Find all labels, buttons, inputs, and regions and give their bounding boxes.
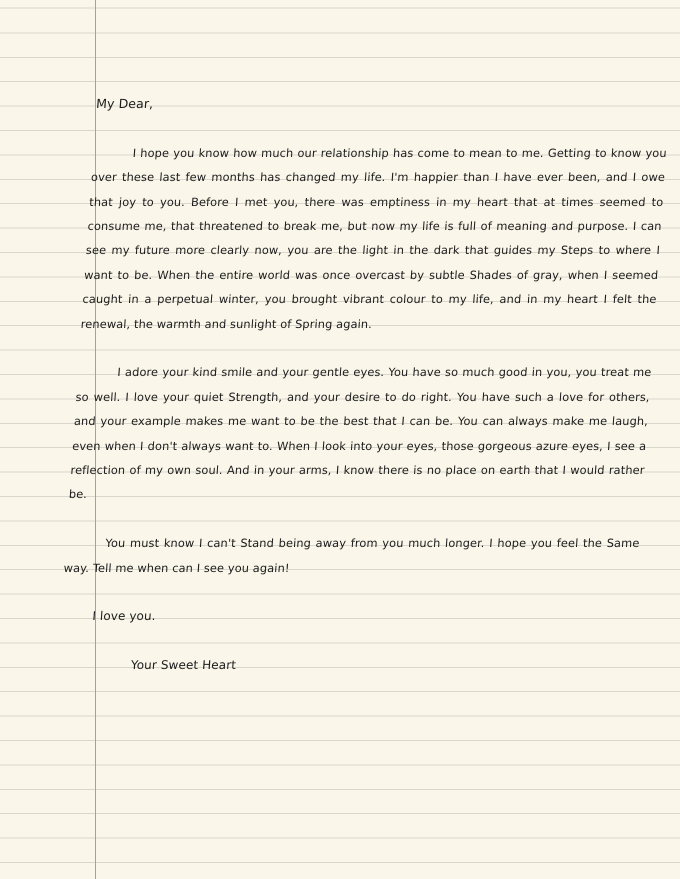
letter-closing: I love you.	[91, 609, 157, 624]
handwritten-letter	[56, 92, 671, 678]
line-gap	[78, 336, 654, 360]
line-gap	[66, 507, 642, 531]
letter-paragraph-2: I adore your kind smile and your gentle eyes. You have so much good in you, you treat me so well. I love your quiet Strength, and your desire to do right. You have such a love for others, and your example makes me want to be the best that I can be. You can always make me laugh, even when I don't always want to. When I look into your eyes, those gorgeous azure eyes, I see a reflection of my own soul. And in your arms, I know there is no place on earth that I would rather be.	[68, 365, 652, 502]
letter-greeting: My Dear,	[95, 96, 154, 111]
line-gap	[58, 629, 634, 653]
letter-paragraph-3: You must know I can't Stand being away from you much longer. I hope you feel the Same way. Tell me when can I see you again!	[63, 536, 640, 575]
line-gap	[94, 116, 670, 140]
letter-signature: Your Sweet Heart	[130, 658, 237, 673]
letter-paragraph-1: I hope you know how much our relationship has come to mean to me. Getting to know you over these last few months has changed my life. I'm happier than I have ever been, and I owe that joy to you. Before I met you, there was emptiness in my heart that at times seemed to consume me, that threatened to break me, but now my life is full of meaning and purpose. I can see my future more clearly now, you are the light in the dark that guides my Steps to where I want to be. When the entire world was once overcast by subtle Shades of gray, when I seemed caught in a perpetual winter, you brought vibrant colour to my life, and in my heart I felt the renewal, the warmth and sunlight of Spring again.	[80, 145, 668, 331]
line-gap	[61, 580, 637, 604]
